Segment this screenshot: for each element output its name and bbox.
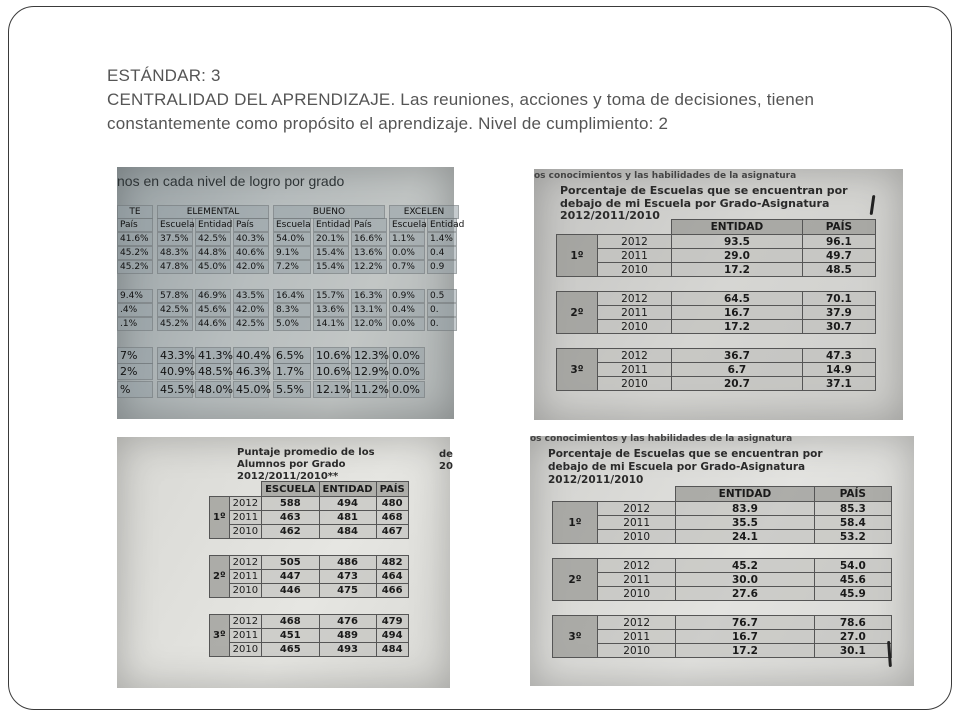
value-cell: 30.7 (802, 320, 875, 334)
table-cell: 0.0% (389, 246, 425, 260)
table-cell: 42.0% (233, 303, 269, 317)
table-cell: 0.0% (389, 347, 425, 364)
table-cell: 48.3% (157, 246, 193, 260)
group-header: ELEMENTAL (157, 205, 269, 219)
year-cell: 2010 (229, 584, 261, 598)
row-gap (557, 334, 876, 349)
grade-label: 2º (210, 556, 230, 598)
value-cell: 45.2 (676, 559, 814, 573)
table-cell: 0.0% (389, 363, 425, 380)
table-row (557, 349, 876, 363)
grade-label: 1º (553, 502, 598, 544)
sub-header: Entidad (195, 218, 231, 232)
table-cell: 12.9% (351, 363, 387, 380)
value-cell: 24.1 (676, 530, 814, 544)
year-cell: 2011 (229, 511, 261, 525)
value-cell: 464 (376, 570, 408, 584)
table-cell: 7.2% (273, 260, 311, 274)
value-cell: 30.1 (814, 644, 891, 658)
table-cell: 20.1% (313, 232, 349, 246)
table-cell: 16.3% (351, 289, 387, 303)
table-cell: 44.6% (195, 317, 231, 331)
table-cell: 0.4 (427, 246, 457, 260)
photo2-title-1: Porcentaje de Escuelas que se encuentran por (560, 184, 848, 197)
table-cell: 1.1% (389, 232, 425, 246)
table-cell: 13.6% (313, 303, 349, 317)
sub-header: Entidad (427, 218, 457, 232)
year-cell: 2012 (598, 292, 672, 306)
grade-label: 3º (210, 615, 230, 657)
table-cell: 0.9 (427, 260, 457, 274)
value-cell: 6.7 (672, 363, 803, 377)
value-cell: 484 (376, 643, 408, 657)
table-cell: 10.6% (313, 363, 349, 380)
table-row (210, 511, 409, 525)
table-cell: 16.6% (351, 232, 387, 246)
year-cell: 2012 (598, 349, 672, 363)
column-header: ENTIDAD (676, 487, 814, 502)
table-cell: 46.9% (195, 289, 231, 303)
table-cell: 15.4% (313, 260, 349, 274)
photo3-side-1: de (439, 449, 453, 460)
table-cell: 0.9% (389, 289, 425, 303)
photo3-title-2: Alumnos por Grado (237, 459, 346, 470)
table-cell: 11.2% (351, 381, 387, 398)
year-cell: 2011 (598, 573, 676, 587)
photo-average-scores (117, 437, 453, 688)
value-cell: 49.7 (802, 249, 875, 263)
group-header: BUENO (273, 205, 385, 219)
description-line-2: constantemente como propósito el aprendizaje. Nivel de cumplimiento: 2 (107, 114, 669, 133)
column-header: ENTIDAD (672, 220, 803, 235)
value-cell: 17.2 (672, 263, 803, 277)
value-cell: 473 (319, 570, 376, 584)
table-cell: 48.5% (195, 363, 231, 380)
table-cell: 48.0% (195, 381, 231, 398)
value-cell: 36.7 (672, 349, 803, 363)
table-cell: 43.3% (157, 347, 193, 364)
photo3-side-2: 20 (439, 461, 453, 472)
table-cell: 9.1% (273, 246, 311, 260)
column-header: ESCUELA (262, 482, 319, 497)
value-cell: 466 (376, 584, 408, 598)
table-row (210, 525, 409, 539)
value-cell: 451 (262, 629, 319, 643)
table-cell: 45.2% (117, 246, 153, 260)
table-cell: 1.7% (273, 363, 311, 380)
table-cell: 42.5% (157, 303, 193, 317)
value-cell: 17.2 (672, 320, 803, 334)
table-cell: 46.3% (233, 363, 269, 380)
table-cell: 5.0% (273, 317, 311, 331)
table-row (210, 584, 409, 598)
table-cell: 40.4% (233, 347, 269, 364)
table-row (210, 570, 409, 584)
photo3-title-3: 2012/2011/2010** (237, 471, 339, 482)
year-cell: 2010 (598, 263, 672, 277)
table-cell: 5.5% (273, 381, 311, 398)
sub-header: Escuela (157, 218, 193, 232)
pen-mark (870, 195, 876, 215)
table-cell: 13.6% (351, 246, 387, 260)
value-cell: 475 (319, 584, 376, 598)
row-gap (553, 544, 892, 559)
year-cell: 2010 (229, 525, 261, 539)
grade-label: 1º (210, 497, 230, 539)
table-cell: 41.3% (195, 347, 231, 364)
value-cell: 47.3 (802, 349, 875, 363)
value-cell: 588 (262, 497, 319, 511)
row-gap (557, 277, 876, 292)
table-cell: % (117, 381, 153, 398)
table-cell: 54.0% (273, 232, 311, 246)
value-cell: 93.5 (672, 235, 803, 249)
value-cell: 83.9 (676, 502, 814, 516)
value-cell: 20.7 (672, 377, 803, 391)
table-cell: 0.4% (389, 303, 425, 317)
table-cell: 45.2% (117, 260, 153, 274)
table-row (557, 377, 876, 391)
value-cell: 468 (262, 615, 319, 629)
table-cell: 7% (117, 347, 153, 364)
table-row (553, 630, 892, 644)
year-cell: 2012 (598, 502, 676, 516)
value-cell: 489 (319, 629, 376, 643)
value-cell: 463 (262, 511, 319, 525)
value-cell: 465 (262, 643, 319, 657)
table-cell: 45.0% (195, 260, 231, 274)
table-row (553, 516, 892, 530)
value-cell: 446 (262, 584, 319, 598)
group-header: TE (117, 205, 153, 219)
table-row (557, 235, 876, 249)
table-cell: 45.5% (157, 381, 193, 398)
sub-header: Escuela (273, 218, 311, 232)
table-cell: 12.2% (351, 260, 387, 274)
value-cell: 96.1 (802, 235, 875, 249)
row-gap (210, 598, 409, 615)
table-cell: 37.5% (157, 232, 193, 246)
photo2-top-line: os conocimientos y las habilidades de la asignatura (534, 171, 797, 181)
table-cell: 12.1% (313, 381, 349, 398)
table-row (553, 530, 892, 544)
value-cell: 45.6 (814, 573, 891, 587)
table-row (557, 263, 876, 277)
year-cell: 2010 (598, 587, 676, 601)
year-cell: 2011 (598, 363, 672, 377)
value-cell: 27.6 (676, 587, 814, 601)
value-cell: 76.7 (676, 616, 814, 630)
value-cell: 37.9 (802, 306, 875, 320)
column-header: PAÍS (814, 487, 891, 502)
year-cell: 2012 (229, 615, 261, 629)
table-cell: 42.0% (233, 260, 269, 274)
photo4-top-line: os conocimientos y las habilidades de la asignatura (530, 434, 793, 444)
table-row (553, 573, 892, 587)
photo-schools-percentage-1 (534, 169, 903, 420)
table-row (210, 497, 409, 511)
table-cell: 15.7% (313, 289, 349, 303)
table-cell: 45.0% (233, 381, 269, 398)
value-cell: 37.1 (802, 377, 875, 391)
grade-label: 2º (557, 292, 598, 334)
table-cell: .4% (117, 303, 153, 317)
table-cell: 8.3% (273, 303, 311, 317)
description-line-1: CENTRALIDAD DEL APRENDIZAJE. Las reuniones, acciones y toma de decisiones, tienen (107, 90, 815, 109)
blank-cell (210, 482, 262, 497)
value-cell: 53.2 (814, 530, 891, 544)
year-cell: 2012 (229, 556, 261, 570)
value-cell: 30.0 (676, 573, 814, 587)
photo4-grade-table (552, 486, 892, 658)
photo1-heading: nos en cada nivel de logro por grado (117, 173, 345, 189)
table-cell: 0.0% (389, 317, 425, 331)
value-cell: 27.0 (814, 630, 891, 644)
photo3-grade-table (209, 481, 409, 657)
value-cell: 467 (376, 525, 408, 539)
sub-header: Entidad (313, 218, 349, 232)
value-cell: 54.0 (814, 559, 891, 573)
table-cell: 42.5% (195, 232, 231, 246)
value-cell: 476 (319, 615, 376, 629)
photo4-title-1: Porcentaje de Escuelas que se encuentran por (548, 448, 823, 460)
table-row (557, 363, 876, 377)
photo2-title-3: 2012/2011/2010 (560, 209, 660, 222)
sub-header: País (351, 218, 387, 232)
table-cell: 10.6% (313, 347, 349, 364)
blank-cell (557, 220, 672, 235)
table-row (210, 556, 409, 570)
table-cell: 44.8% (195, 246, 231, 260)
value-cell: 70.1 (802, 292, 875, 306)
value-cell: 447 (262, 570, 319, 584)
table-cell: 12.3% (351, 347, 387, 364)
photo-achievement-levels (117, 167, 465, 419)
grade-label: 1º (557, 235, 598, 277)
photo3-title-1: Puntaje promedio de los (237, 447, 375, 458)
year-cell: 2010 (598, 377, 672, 391)
sub-header: Escuela (389, 218, 425, 232)
value-cell: 505 (262, 556, 319, 570)
standard-line: ESTÁNDAR: 3 (107, 66, 221, 85)
year-cell: 2011 (598, 630, 676, 644)
table-cell: 42.5% (233, 317, 269, 331)
table-row (553, 559, 892, 573)
value-cell: 64.5 (672, 292, 803, 306)
year-cell: 2010 (598, 320, 672, 334)
value-cell: 486 (319, 556, 376, 570)
year-cell: 2010 (598, 530, 676, 544)
value-cell: 479 (376, 615, 408, 629)
slide-text (107, 64, 907, 136)
photo4-title-2: debajo de mi Escuela por Grado-Asignatura (548, 461, 806, 473)
table-row (210, 615, 409, 629)
photo2-grade-table (556, 219, 876, 391)
value-cell: 484 (319, 525, 376, 539)
table-row (557, 320, 876, 334)
year-cell: 2012 (598, 616, 676, 630)
table-cell: 2% (117, 363, 153, 380)
photo2-title-2: debajo de mi Escuela por Grado-Asignatura (560, 197, 830, 210)
value-cell: 85.3 (814, 502, 891, 516)
table-cell: 13.1% (351, 303, 387, 317)
year-cell: 2011 (229, 629, 261, 643)
table-row (553, 616, 892, 630)
table-cell: 0.0% (389, 381, 425, 398)
group-header: EXCELEN (389, 205, 459, 219)
year-cell: 2011 (598, 249, 672, 263)
value-cell: 29.0 (672, 249, 803, 263)
year-cell: 2010 (598, 644, 676, 658)
value-cell: 482 (376, 556, 408, 570)
value-cell: 14.9 (802, 363, 875, 377)
table-row (553, 502, 892, 516)
table-cell: 16.4% (273, 289, 311, 303)
table-cell: 0.7% (389, 260, 425, 274)
table-cell: 12.0% (351, 317, 387, 331)
table-cell: 6.5% (273, 347, 311, 364)
table-cell: 41.6% (117, 232, 153, 246)
grade-label: 3º (553, 616, 598, 658)
value-cell: 468 (376, 511, 408, 525)
table-row (553, 644, 892, 658)
value-cell: 481 (319, 511, 376, 525)
table-row (553, 587, 892, 601)
table-cell: 0. (427, 317, 457, 331)
table-cell: 0. (427, 303, 457, 317)
table-cell: 57.8% (157, 289, 193, 303)
blank-cell (553, 487, 676, 502)
table-row (557, 292, 876, 306)
grade-label: 2º (553, 559, 598, 601)
table-cell: 9.4% (117, 289, 153, 303)
photo-schools-percentage-2 (530, 436, 914, 686)
column-header: PAÍS (802, 220, 875, 235)
year-cell: 2011 (229, 570, 261, 584)
table-cell: 47.8% (157, 260, 193, 274)
value-cell: 45.9 (814, 587, 891, 601)
value-cell: 17.2 (676, 644, 814, 658)
value-cell: 480 (376, 497, 408, 511)
value-cell: 494 (376, 629, 408, 643)
value-cell: 494 (319, 497, 376, 511)
year-cell: 2012 (598, 559, 676, 573)
table-row (210, 643, 409, 657)
value-cell: 16.7 (676, 630, 814, 644)
grade-label: 3º (557, 349, 598, 391)
table-cell: 40.9% (157, 363, 193, 380)
table-cell: 15.4% (313, 246, 349, 260)
value-cell: 35.5 (676, 516, 814, 530)
year-cell: 2012 (229, 497, 261, 511)
table-cell: 40.6% (233, 246, 269, 260)
row-gap (553, 601, 892, 616)
table-cell: 14.1% (313, 317, 349, 331)
value-cell: 78.6 (814, 616, 891, 630)
table-cell: 40.3% (233, 232, 269, 246)
table-cell: 43.5% (233, 289, 269, 303)
table-cell: 1.4% (427, 232, 457, 246)
table-cell: 0.5 (427, 289, 457, 303)
column-header: ENTIDAD (319, 482, 376, 497)
value-cell: 58.4 (814, 516, 891, 530)
year-cell: 2011 (598, 516, 676, 530)
value-cell: 48.5 (802, 263, 875, 277)
table-row (210, 629, 409, 643)
year-cell: 2010 (229, 643, 261, 657)
column-header: PAÍS (376, 482, 408, 497)
year-cell: 2012 (598, 235, 672, 249)
value-cell: 462 (262, 525, 319, 539)
table-cell: .1% (117, 317, 153, 331)
sub-header: País (233, 218, 269, 232)
sub-header: País (117, 218, 153, 232)
table-row (557, 306, 876, 320)
table-row (557, 249, 876, 263)
photo4-title-3: 2012/2011/2010 (548, 474, 644, 486)
value-cell: 16.7 (672, 306, 803, 320)
year-cell: 2011 (598, 306, 672, 320)
row-gap (210, 539, 409, 556)
table-cell: 45.6% (195, 303, 231, 317)
table-cell: 45.2% (157, 317, 193, 331)
value-cell: 493 (319, 643, 376, 657)
